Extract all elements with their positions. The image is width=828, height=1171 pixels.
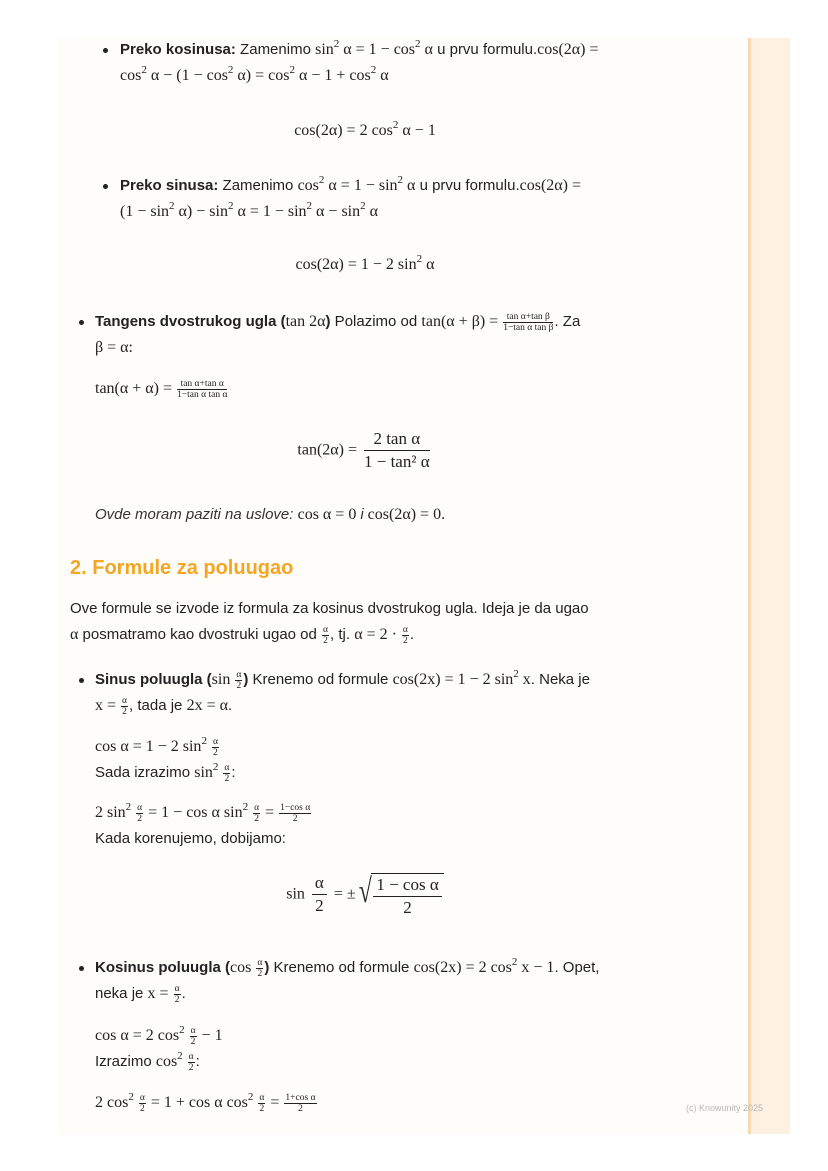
- derivation-step: [95, 734, 236, 786]
- math-expression: α) − sin: [174, 203, 228, 220]
- math-expression: tan(α + β) =: [421, 313, 503, 330]
- superscript: 2: [511, 956, 518, 968]
- text-line: [95, 1023, 223, 1049]
- fraction: [139, 1093, 146, 1114]
- superscript: 2: [177, 1050, 183, 1062]
- numerator: α: [224, 762, 230, 773]
- superscript: 2: [397, 174, 404, 186]
- list-item-kosinus-poluugla: [95, 955, 599, 1007]
- text: Kada korenujemo, dobijamo:: [95, 830, 286, 847]
- math-expression: α = 1 − cos: [339, 41, 416, 58]
- text-line: [95, 955, 599, 981]
- math-expression: cos(2α) =: [537, 41, 599, 58]
- math-expression: [131, 804, 135, 821]
- superscript: 2: [306, 200, 313, 212]
- list-item-sinus-poluugla: [95, 667, 590, 719]
- superscript: 2: [242, 801, 249, 813]
- fraction: [177, 379, 227, 400]
- text-line: [95, 760, 236, 786]
- text-line: [0, 118, 730, 144]
- equation-sin-half: [0, 870, 730, 919]
- text-line: [120, 37, 599, 63]
- numerator: tan α+tan β: [503, 312, 553, 323]
- math-expression: α − 1: [398, 122, 436, 139]
- denominator: 2: [213, 747, 218, 758]
- list-item-tangens: [95, 309, 580, 361]
- numerator: tan α+tan α: [177, 379, 227, 390]
- text-line: [0, 870, 730, 919]
- fraction: [258, 1093, 265, 1114]
- text: .: [227, 697, 233, 714]
- fraction: [136, 803, 143, 824]
- math-expression: [207, 738, 211, 755]
- fraction: [312, 872, 327, 917]
- math-expression: cos α = 2 cos: [95, 1027, 180, 1044]
- text-line: [120, 63, 599, 89]
- text: Ovde moram paziti na uslove:: [95, 506, 298, 523]
- math-expression: α = 1 − sin: [324, 177, 398, 194]
- bold-label: ): [325, 313, 331, 330]
- denominator: 2: [190, 1036, 196, 1047]
- fraction: [364, 428, 430, 473]
- text-line: [95, 826, 312, 852]
- denominator: 2: [236, 680, 242, 691]
- math-expression: cos(2α) =: [519, 177, 582, 194]
- equation-tan-double: [0, 428, 730, 473]
- math-expression: = 1 + cos α cos: [146, 1094, 248, 1111]
- denominator: 2: [139, 1103, 145, 1114]
- math-expression: α: [365, 203, 379, 220]
- text: . Za: [554, 313, 581, 330]
- text-line: [95, 335, 580, 361]
- math-expression: [248, 804, 252, 821]
- superscript: 2: [201, 735, 207, 747]
- text: :: [231, 764, 236, 781]
- bold-label: Kosinus poluugla (: [95, 959, 230, 976]
- math-expression: α: [403, 177, 416, 194]
- text-line: [120, 199, 581, 225]
- numerator: α: [190, 1025, 196, 1036]
- math-expression: sin: [315, 41, 334, 58]
- text: :: [195, 1053, 200, 1070]
- derivation-step: [95, 800, 312, 852]
- math-expression: x =: [95, 697, 121, 714]
- fraction: [322, 625, 329, 646]
- text: Ove formule se izvode iz formula za kosinus dvostrukog ugla. Ideja je da ugao: [70, 600, 589, 617]
- math-expression: x =: [147, 985, 173, 1002]
- math-expression: sin: [286, 885, 309, 903]
- text-line: [70, 596, 589, 622]
- copyright-text: (c) Knowunity 2025: [686, 1103, 764, 1113]
- bold-label: Sinus poluugla (: [95, 671, 212, 688]
- bold-label: ): [243, 671, 249, 688]
- derivation-step: [95, 1023, 223, 1075]
- text: , tada je: [129, 697, 187, 714]
- superscript: 2: [227, 64, 234, 76]
- denominator: 2: [137, 813, 143, 824]
- numerator: α: [402, 624, 408, 635]
- superscript: 2: [318, 174, 325, 186]
- text-line: [95, 376, 228, 402]
- superscript: 2: [416, 253, 423, 265]
- math-expression: cos: [230, 959, 256, 976]
- text-line: [95, 800, 312, 826]
- denominator: 2: [254, 813, 259, 824]
- numerator: α: [139, 1092, 145, 1103]
- numerator: 1−cos α: [280, 802, 311, 813]
- text: Sada izrazimo: [95, 764, 195, 781]
- math-expression: cos(2α) = 2 cos: [294, 122, 393, 139]
- math-expression: cos: [297, 177, 319, 194]
- text: i: [360, 506, 364, 523]
- list-item-preko-kosinusa: [120, 37, 599, 89]
- bold-label: Tangens dvostrukog ugla (: [95, 313, 286, 330]
- math-expression: tan(α + α) =: [95, 380, 177, 397]
- denominator: 1 − tan² α: [364, 452, 430, 471]
- fraction: [256, 958, 263, 979]
- math-expression: β = α:: [95, 339, 133, 356]
- text: neka je: [95, 985, 148, 1002]
- superscript: 2: [227, 200, 234, 212]
- superscript: 2: [513, 668, 519, 680]
- math-expression: cos α = 0: [297, 506, 361, 523]
- superscript: 2: [392, 119, 399, 131]
- denominator: 2: [292, 813, 298, 824]
- tan-sum-line: [95, 376, 228, 402]
- fraction: [402, 625, 409, 646]
- fraction: [503, 312, 553, 333]
- numerator: α: [323, 624, 329, 635]
- math-expression: α) = cos: [233, 67, 290, 84]
- text: posmatramo kao dvostruki ugao od: [78, 626, 322, 643]
- numerator: α: [137, 802, 143, 813]
- math-expression: α = 2 ·: [354, 626, 401, 643]
- math-expression: tan(2α) =: [297, 441, 361, 459]
- math-expression: cos α = 1 − 2 sin: [95, 738, 202, 755]
- denominator: 2: [298, 1103, 303, 1114]
- math-expression: α: [422, 256, 435, 273]
- denominator: 1−tan α tan β: [503, 322, 554, 333]
- bold-label: ): [264, 959, 270, 976]
- math-expression: α: [376, 67, 389, 84]
- superscript: 2: [415, 38, 421, 50]
- text-line: [95, 981, 599, 1007]
- math-expression: α − 1 + cos: [294, 67, 371, 84]
- math-expression: = 1 − cos α sin: [144, 804, 243, 821]
- numerator: α: [174, 983, 180, 994]
- math-expression: cos: [155, 1053, 178, 1070]
- math-expression: [253, 1094, 257, 1111]
- fraction: [279, 803, 311, 824]
- text-line: [95, 734, 236, 760]
- numerator: 2 tan α: [364, 428, 430, 451]
- superscript: 2: [360, 200, 366, 212]
- math-expression: [134, 1094, 138, 1111]
- intro-paragraph: [70, 596, 589, 648]
- derivation-step: [95, 1090, 318, 1116]
- text-line: [120, 173, 581, 199]
- fraction: [212, 737, 219, 758]
- text-line: [95, 693, 590, 719]
- math-expression: cos(2x) = 2 cos: [413, 959, 512, 976]
- superscript: 2: [370, 64, 377, 76]
- math-expression: (1 − sin: [120, 203, 170, 220]
- math-expression: 2 cos: [95, 1094, 129, 1111]
- numerator: α: [257, 957, 263, 968]
- math-expression: cos(2α) = 1 − 2 sin: [295, 256, 417, 273]
- numerator: α: [212, 736, 218, 747]
- text-line: [95, 1049, 223, 1075]
- denominator: 2: [259, 1103, 265, 1114]
- radical-sign: √: [358, 873, 372, 910]
- math-expression: =: [261, 804, 279, 821]
- math-expression: 2x = α: [186, 697, 228, 714]
- superscript: 2: [128, 1091, 134, 1103]
- math-expression: cos(2α) = 0.: [363, 506, 446, 523]
- math-expression: α: [420, 41, 433, 58]
- math-expression: 2 sin: [95, 804, 126, 821]
- math-expression: sin: [194, 764, 213, 781]
- math-expression: x: [518, 671, 531, 688]
- text: .: [181, 985, 186, 1002]
- equation-cos-double-cos: [0, 118, 730, 144]
- numerator: α: [122, 695, 128, 706]
- text: , tj.: [330, 626, 355, 643]
- text: . Neka je: [530, 671, 590, 688]
- superscript: 2: [289, 64, 295, 76]
- math-expression: =: [266, 1094, 284, 1111]
- superscript: 2: [125, 801, 132, 813]
- equation-cos-double-sin: [0, 252, 730, 278]
- math-expression: sin: [211, 671, 235, 688]
- bold-label: Preko kosinusa:: [120, 41, 236, 58]
- denominator: 2: [174, 994, 180, 1005]
- text-line: [95, 309, 580, 335]
- math-expression: α = 1 − sin: [233, 203, 307, 220]
- superscript: 2: [247, 1091, 254, 1103]
- denominator: 2: [257, 968, 263, 979]
- math-expression: tan 2α: [285, 313, 326, 330]
- text: u prvu formulu.: [432, 41, 538, 58]
- math-expression: cos(2x) = 1 − 2 sin: [392, 671, 514, 688]
- math-expression: α − (1 − cos: [146, 67, 228, 84]
- bold-label: Preko sinusa:: [120, 177, 219, 194]
- math-expression: α: [70, 626, 79, 643]
- text: Krenemo od formule: [248, 671, 393, 688]
- text: . Opet,: [554, 959, 600, 976]
- superscript: 2: [333, 38, 340, 50]
- text: Polazimo od: [330, 313, 422, 330]
- math-expression: [185, 1027, 189, 1044]
- denominator: 2: [323, 635, 328, 646]
- text-line: [0, 428, 730, 473]
- text: Izrazimo: [95, 1053, 156, 1070]
- fraction: [235, 670, 242, 691]
- text-line: [70, 622, 589, 648]
- superscript: 2: [212, 761, 219, 773]
- numerator: α: [236, 669, 242, 680]
- math-expression: − 1: [197, 1027, 223, 1044]
- fraction: [121, 696, 128, 717]
- list-item-preko-sinusa: [120, 173, 581, 225]
- square-root: [356, 870, 444, 919]
- fraction: [223, 763, 230, 784]
- text-line: [95, 1090, 318, 1116]
- conditions-note: [95, 502, 445, 528]
- denominator: 2: [315, 896, 324, 915]
- denominator: 2: [403, 635, 408, 646]
- text: .: [409, 626, 415, 643]
- numerator: 1+cos α: [285, 1092, 316, 1103]
- superscript: 2: [169, 200, 175, 212]
- denominator: 2: [122, 706, 127, 717]
- fraction: [190, 1026, 197, 1047]
- math-expression: cos: [120, 67, 142, 84]
- superscript: 2: [141, 64, 147, 76]
- side-margin-strip: [748, 38, 790, 1134]
- numerator: α: [312, 872, 327, 895]
- math-expression: = ±: [329, 885, 356, 903]
- fraction: [174, 984, 181, 1005]
- math-expression: [183, 1053, 187, 1070]
- numerator: 1 − cos α: [373, 874, 441, 897]
- text: Krenemo od formule: [269, 959, 414, 976]
- math-expression: x − 1: [517, 959, 555, 976]
- numerator: α: [188, 1051, 194, 1062]
- fraction: [284, 1093, 316, 1114]
- text: u prvu formulu.: [415, 177, 520, 194]
- math-expression: [218, 764, 222, 781]
- numerator: α: [259, 1092, 265, 1103]
- text: Zamenimo: [218, 177, 298, 194]
- denominator: 2: [188, 1062, 194, 1073]
- text-line: [95, 502, 445, 528]
- text-line: [0, 252, 730, 278]
- math-expression: α − sin: [312, 203, 361, 220]
- section-heading: 2. Formule za poluugao: [70, 557, 294, 579]
- fraction: [253, 803, 260, 824]
- superscript: 2: [179, 1024, 185, 1036]
- denominator: 1−tan α tan α: [177, 389, 228, 400]
- denominator: 2: [403, 898, 412, 917]
- fraction: [188, 1052, 195, 1073]
- text-line: [95, 667, 590, 693]
- denominator: 2: [224, 773, 230, 784]
- text: Zamenimo: [235, 41, 316, 58]
- numerator: α: [254, 802, 260, 813]
